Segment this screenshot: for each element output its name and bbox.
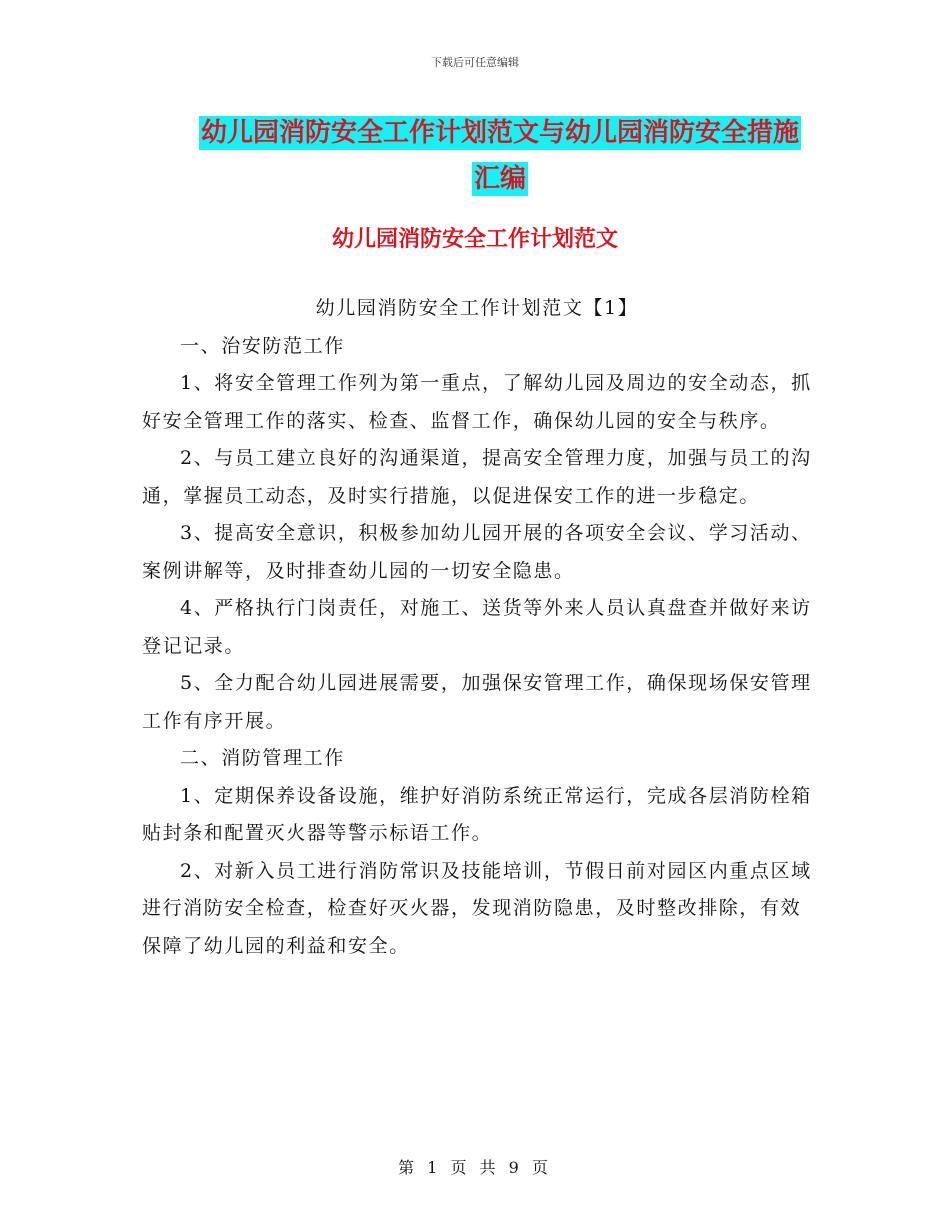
paragraph: 5、全力配合幼儿园进展需要，加强保安管理工作，确保现场保安管理工作有序开展。 xyxy=(142,672,812,732)
paragraph: 2、与员工建立良好的沟通渠道，提高安全管理力度，加强与员工的沟通，掌握员工动态，及时实行措施，以促进保安工作的进一步稳定。 xyxy=(142,447,812,507)
section-title: 幼儿园消防安全工作计划范文 xyxy=(331,227,618,252)
main-title-line-2: 汇编 xyxy=(473,164,526,194)
body-text xyxy=(142,290,812,965)
paragraph: 2、对新入员工进行消防常识及技能培训，节假日前对园区内重点区域进行消防安全检查，检查好灭火器，发现消防隐患，及时整改排除，有效保障了幼儿园的利益和安全。 xyxy=(142,859,812,957)
paragraph-heading-2: 二、消防管理工作 xyxy=(180,747,345,769)
paragraph: 1、定期保养设备设施，维护好消防系统正常运行，完成各层消防栓箱贴封条和配置灭火器等警示标语工作。 xyxy=(142,784,812,844)
paragraph-heading-1: 一、治安防范工作 xyxy=(180,334,345,357)
main-title xyxy=(140,110,860,202)
paragraph: 3、提高安全意识，积极参加幼儿园开展的各项安全会议、学习活动、案例讲解等，及时排查幼儿园的一切安全隐患。 xyxy=(142,522,812,582)
header-note: 下载后可任意编辑 xyxy=(431,56,519,69)
main-title-line-1: 幼儿园消防安全工作计划范文与幼儿园消防安全措施 xyxy=(200,118,799,148)
subtitle: 幼儿园消防安全工作计划范文【1】 xyxy=(315,297,639,319)
paragraph: 1、将安全管理工作列为第一重点，了解幼儿园及周边的安全动态，抓好安全管理工作的落实、检查、监督工作，确保幼儿园的安全与秩序。 xyxy=(142,372,812,432)
page-footer: 第 1 页 共 9 页 xyxy=(398,1158,552,1177)
paragraph: 4、严格执行门岗责任，对施工、送货等外来人员认真盘查并做好来访登记记录。 xyxy=(142,597,812,657)
